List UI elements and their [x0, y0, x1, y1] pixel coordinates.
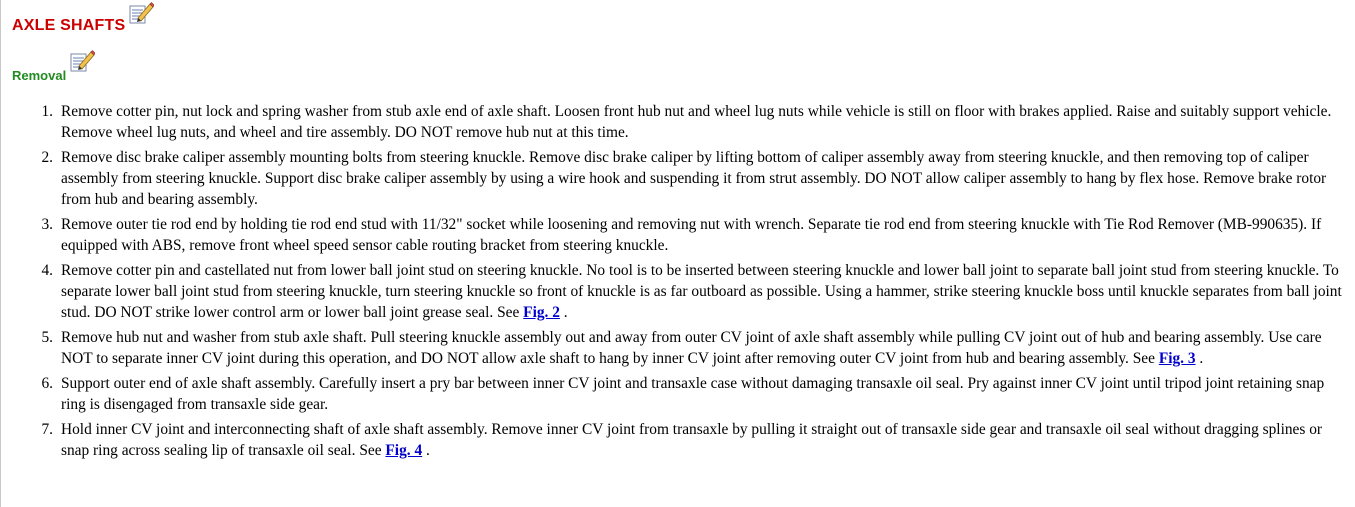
step-text	[53, 147, 1346, 210]
step-text-tail: .	[559, 304, 568, 321]
step-item	[21, 147, 1346, 210]
step-item	[21, 214, 1346, 256]
section-title: AXLE SHAFTS	[12, 17, 126, 34]
step-text-body: Support outer end of axle shaft assembly. Carefully insert a pry bar between inner CV joint and transaxle case without damaging transaxle oil seal. Pry against inner CV joint until tripod joint retaining snap ring is disengaged from transaxle side gear.	[61, 375, 1325, 413]
step-item	[21, 419, 1346, 461]
fig-3-link[interactable]: Fig. 3	[1158, 350, 1196, 367]
edit-note-icon[interactable]	[128, 1, 154, 30]
fig-4-link[interactable]: Fig. 4	[385, 442, 423, 459]
step-number: 1.	[41, 103, 53, 120]
subsection-title: Removal	[12, 68, 67, 83]
step-text	[53, 373, 1346, 415]
step-text-body: Remove hub nut and washer from stub axle shaft. Pull steering knuckle assembly out and away from outer CV joint of axle shaft assembly while pulling CV joint out of hub and bearing assembly. Use care NOT to separate inner CV joint during this operation, and DO NOT allow axle shaft to hang by inner CV joint after removing outer CV joint from hub and bearing assembly. See	[61, 329, 1322, 367]
section-heading	[12, 6, 154, 35]
edit-note-icon[interactable]	[69, 49, 95, 78]
step-number: 7.	[41, 421, 53, 438]
step-text-body: Remove cotter pin and castellated nut from lower ball joint stud on steering knuckle. No tool is to be inserted between steering knuckle and lower ball joint to separate ball joint stud from steering knuckle. To separate lower ball joint stud from steering knuckle, turn steering knuckle so front of knuckle is as far outboard as possible. Using a hammer, strike steering knuckle boss until knuckle separates from ball joint stud. DO NOT strike lower control arm or lower ball joint grease seal. See	[61, 262, 1342, 321]
step-item	[21, 260, 1346, 323]
step-item	[21, 327, 1346, 369]
step-number: 2.	[41, 149, 53, 166]
step-text	[53, 327, 1346, 369]
step-item	[21, 101, 1346, 143]
subsection-heading	[12, 54, 95, 83]
step-item	[21, 373, 1346, 415]
step-text-tail: .	[1195, 350, 1204, 367]
removal-steps	[21, 101, 1346, 465]
step-text	[53, 214, 1346, 256]
step-text-body: Remove outer tie rod end by holding tie rod end stud with 11/32" socket while loosening and removing nut with wrench. Separate tie rod end from steering knuckle with Tie Rod Remover (MB-990635). If equipped with ABS, remove front wheel speed sensor cable routing bracket from steering knuckle.	[61, 216, 1322, 254]
step-text-tail: .	[422, 442, 430, 459]
step-text-body: Remove cotter pin, nut lock and spring washer from stub axle end of axle shaft. Loosen front hub nut and wheel lug nuts while vehicle is still on floor with brakes applied. Raise and suitably support vehicle. Remove wheel lug nuts, and wheel and tire assembly. DO NOT remove hub nut at this time.	[61, 103, 1332, 141]
step-text	[53, 260, 1346, 323]
step-text-body: Hold inner CV joint and interconnecting shaft of axle shaft assembly. Remove inner CV joint from transaxle by pulling it straight out of transaxle side gear and transaxle oil seal without dragging splines or snap ring across sealing lip of transaxle oil seal. See	[61, 421, 1323, 459]
step-number: 6.	[41, 375, 53, 392]
step-number: 5.	[41, 329, 53, 346]
step-text	[53, 101, 1346, 143]
step-text-body: Remove disc brake caliper assembly mounting bolts from steering knuckle. Remove disc brake caliper by lifting bottom of caliper assembly away from steering knuckle, and then removing top of caliper assembly from steering knuckle. Support disc brake caliper assembly by using a wire hook and suspending it from strut assembly. DO NOT allow caliper assembly to hang by flex hose. Remove brake rotor from hub and bearing assembly.	[61, 149, 1327, 208]
fig-2-link[interactable]: Fig. 2	[523, 304, 560, 321]
step-text	[53, 419, 1346, 461]
step-number: 3.	[41, 216, 53, 233]
step-number: 4.	[41, 262, 53, 279]
